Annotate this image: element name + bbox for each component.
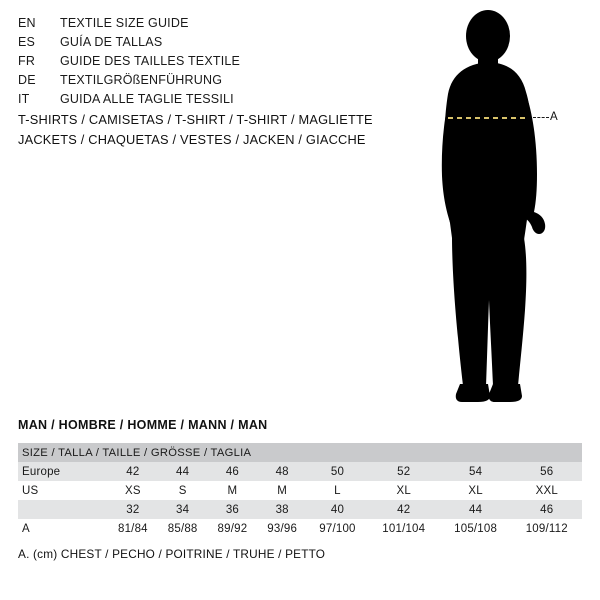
table-cell: 89/92 [208,519,258,538]
table-cell: 105/108 [440,519,512,538]
table-row [18,462,582,481]
language-code: EN [18,16,36,30]
table-cell: 42 [368,500,440,519]
table-cell: 54 [440,462,512,481]
table-cell: XXL [512,481,582,500]
table-cell: M [257,481,307,500]
language-code: FR [18,54,36,68]
table-cell: 38 [257,500,307,519]
row-label: Europe [18,462,108,481]
table-cell: 101/104 [368,519,440,538]
table-cell: 81/84 [108,519,158,538]
category-line-jackets: JACKETS / CHAQUETAS / VESTES / JACKEN / GIACCHE [18,132,366,147]
row-label: A [18,519,108,538]
language-row [18,71,378,90]
table-row [18,500,582,519]
table-cell: 46 [208,462,258,481]
table-footnote: A. (cm) CHEST / PECHO / POITRINE / TRUHE / PETTO [18,547,326,561]
language-row [18,33,378,52]
table-row [18,519,582,538]
table-cell: 36 [208,500,258,519]
silhouette-icon [400,8,590,408]
table-cell: XL [440,481,512,500]
category-list [18,110,418,150]
table-cell: 50 [307,462,368,481]
language-text: GUIDA ALLE TAGLIE TESSILI [60,92,234,106]
row-label [18,500,108,519]
table-cell: 48 [257,462,307,481]
language-text: TEXTILGRÖßENFÜHRUNG [60,73,223,87]
language-code: IT [18,92,30,106]
measurement-leader-line [533,117,549,119]
table-cell: 44 [440,500,512,519]
table-section-title: MAN / HOMBRE / HOMME / MANN / MAN [18,418,268,432]
language-text: TEXTILE SIZE GUIDE [60,16,189,30]
table-cell: 109/112 [512,519,582,538]
table-cell: S [158,481,208,500]
table-cell: 34 [158,500,208,519]
table-cell: XL [368,481,440,500]
table-header-label: SIZE / TALLA / TAILLE / GRÖSSE / TAGLIA [22,446,252,459]
table-cell: 40 [307,500,368,519]
table-cell: M [208,481,258,500]
table-cell: 93/96 [257,519,307,538]
table-cell: XS [108,481,158,500]
table-header-row [18,443,582,462]
language-text: GUIDE DES TAILLES TEXTILE [60,54,241,68]
table-row [18,481,582,500]
table-cell: 42 [108,462,158,481]
measurement-marker-a: A [550,111,559,123]
language-list [18,14,378,109]
language-code: DE [18,73,36,87]
table-cell: 44 [158,462,208,481]
category-line-tshirts: T-SHIRTS / CAMISETAS / T-SHIRT / T-SHIRT / MAGLIETTE [18,112,373,127]
language-text: GUÍA DE TALLAS [60,35,163,49]
language-row [18,14,378,33]
table-cell: 97/100 [307,519,368,538]
language-row [18,90,378,109]
table-cell: L [307,481,368,500]
language-code: ES [18,35,36,49]
table-cell: 85/88 [158,519,208,538]
table-cell: 52 [368,462,440,481]
male-silhouette-figure [400,8,590,408]
table-cell: 32 [108,500,158,519]
table-cell: 56 [512,462,582,481]
language-row [18,52,378,71]
table-cell: 46 [512,500,582,519]
row-label: US [18,481,108,500]
size-table [18,443,582,538]
